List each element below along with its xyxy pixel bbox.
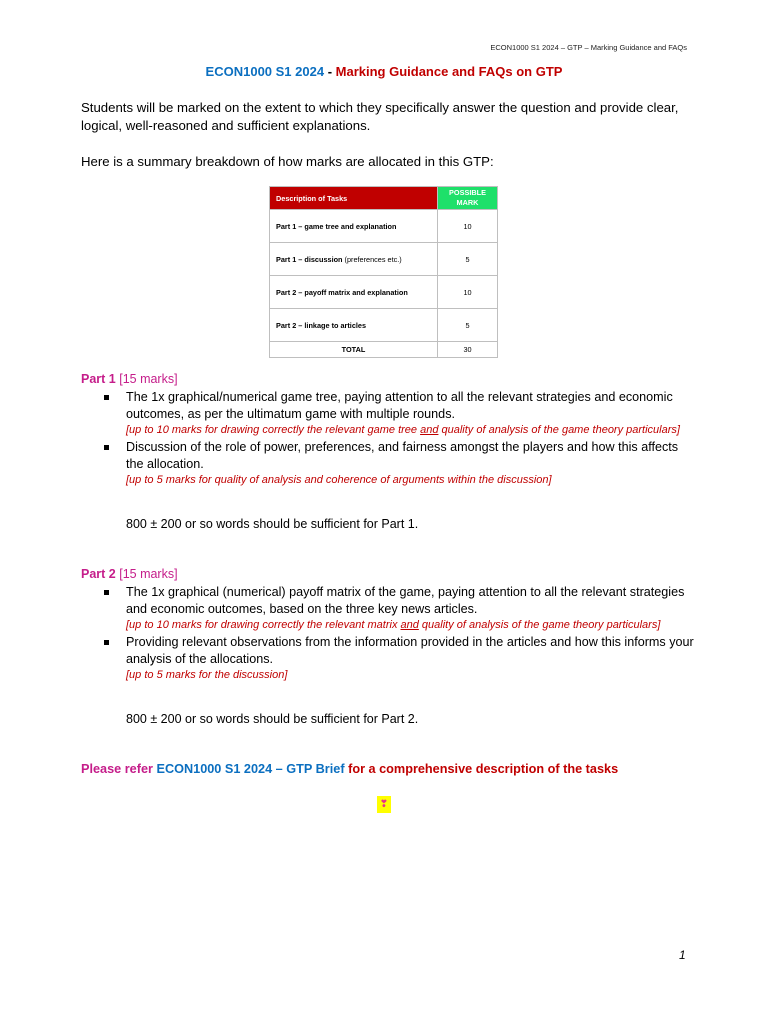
bullet-square-icon: [104, 445, 109, 450]
task-name: Part 1 – game tree and explanation: [276, 221, 397, 231]
task-note: (preferences etc.): [342, 254, 402, 264]
part1-bullet-list: [104, 389, 694, 488]
page-title: [0, 64, 768, 79]
intro-paragraph-1: Students will be marked on the extent to which they specifically answer the question and provide clear, logical, well-reasoned and sufficient explanations.: [81, 100, 679, 133]
refer-suffix: for a comprehensive description of the tasks: [344, 762, 619, 776]
running-header: ECON1000 S1 2024 – GTP – Marking Guidance and FAQs: [490, 43, 687, 52]
bullet-text: Providing relevant observations from the information provided in the articles and how this informs your analysis of the allocations.: [126, 634, 694, 666]
part1-title: Part 1: [81, 372, 116, 386]
marking-guide: [up to 10 marks for drawing correctly the relevant matrix and quality of analysis of the game theory particulars]: [126, 619, 661, 631]
table-total-row: [270, 342, 498, 358]
task-name: Part 1 – discussion: [276, 254, 343, 264]
list-item: [104, 439, 694, 489]
title-separator: -: [324, 64, 336, 79]
table-row: [270, 243, 498, 276]
title-subject: Marking Guidance and FAQs on GTP: [335, 64, 563, 79]
bullet-text: Discussion of the role of power, preferences, and fairness amongst the players and how this affects the allocation.: [126, 439, 679, 471]
total-label: TOTAL: [270, 342, 438, 358]
marking-guide: [up to 10 marks for drawing correctly the relevant game tree and quality of analysis of the game theory particulars]: [126, 424, 680, 436]
task-mark: 5: [438, 243, 498, 276]
list-item: [104, 634, 694, 684]
bullet-text: The 1x graphical (numerical) payoff matrix of the game, paying attention to all the relevant strategies and economic outcomes, based on the three key news articles.: [126, 585, 685, 616]
part2-word-count: 800 ± 200 or so words should be sufficient for Part 2.: [126, 712, 419, 726]
part2-marks: [15 marks]: [115, 567, 178, 581]
page-number: 1: [679, 948, 686, 962]
task-mark: 5: [438, 309, 498, 342]
marks-table: [269, 186, 498, 358]
task-name: Part 2 – linkage to articles: [276, 320, 367, 330]
refer-line: [81, 762, 618, 776]
title-course: ECON1000 S1 2024: [205, 64, 325, 79]
task-mark: 10: [438, 276, 498, 309]
table-header-mark: POSSIBLE MARK: [438, 187, 498, 210]
marking-guide: [up to 5 marks for the discussion]: [126, 668, 288, 681]
total-value: 30: [438, 342, 498, 358]
part1-marks: [15 marks]: [115, 372, 178, 386]
task-mark: 10: [438, 210, 498, 243]
list-item: [104, 389, 694, 439]
bullet-square-icon: [104, 640, 109, 645]
task-name: Part 2 – payoff matrix and explanation: [276, 287, 408, 297]
intro-paragraph-2: Here is a summary breakdown of how marks are allocated in this GTP:: [81, 154, 494, 169]
table-row: [270, 210, 498, 243]
part1-heading: [81, 372, 178, 386]
smiling-heart-icon: ❣: [377, 796, 391, 813]
bullet-square-icon: [104, 590, 109, 595]
refer-doc-link[interactable]: ECON1000 S1 2024 – GTP Brief: [156, 762, 345, 776]
table-header-description: Description of Tasks: [270, 187, 438, 210]
table-row: [270, 276, 498, 309]
marking-guide: [up to 5 marks for quality of analysis and coherence of arguments within the discussion]: [126, 473, 552, 486]
part2-title: Part 2: [81, 567, 116, 581]
bullet-square-icon: [104, 395, 109, 400]
bullet-text: The 1x graphical/numerical game tree, paying attention to all the relevant strategies and economic outcomes, as per the ultimatum game with multiple rounds.: [126, 390, 673, 421]
part1-word-count: 800 ± 200 or so words should be sufficient for Part 1.: [126, 517, 419, 531]
part2-heading: [81, 567, 178, 581]
table-row: [270, 309, 498, 342]
part2-bullet-list: [104, 584, 694, 683]
refer-prefix: Please refer: [81, 762, 157, 776]
list-item: [104, 584, 694, 634]
